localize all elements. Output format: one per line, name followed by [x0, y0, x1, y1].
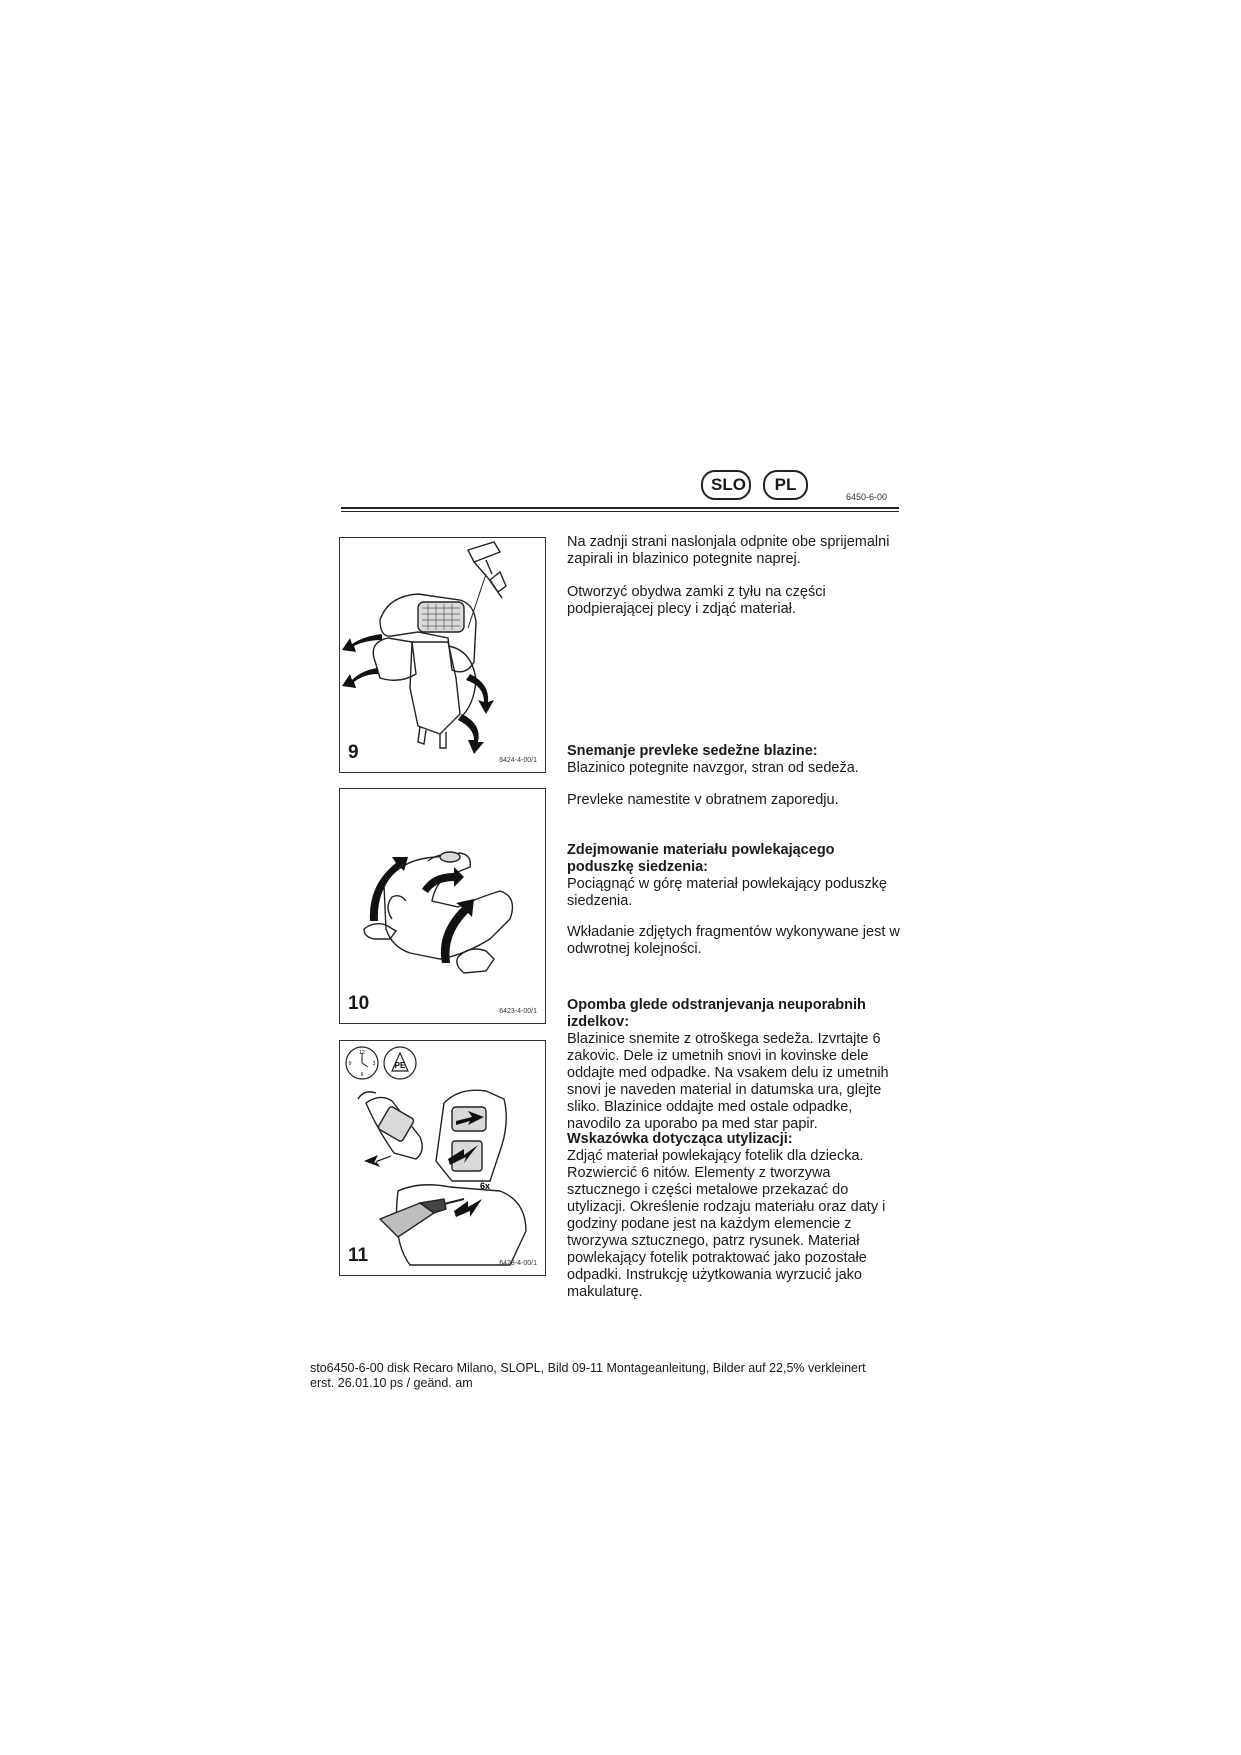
footer-line: sto6450-6-00 disk Recaro Milano, SLOPL, Bild 09-11 Montageanleitung, Bilder auf 22,5% verkleinert: [310, 1361, 866, 1375]
figure-code: 6428-4-00/1: [499, 1260, 537, 1267]
figure-11: [339, 1040, 546, 1276]
section-disposal-slo: [567, 997, 901, 1133]
clock-label-3: 3: [372, 1061, 376, 1067]
section-heading: Snemanje prevleke sedežne blazine:: [567, 743, 818, 759]
text-reassembly-pl: [567, 924, 901, 958]
material-code: PE: [394, 1061, 406, 1070]
paragraph: Pociągnąć w górę materiał powlekający poduszkę siedzenia.: [567, 876, 887, 909]
section-heading: Opomba glede odstranjevanja neuporabnih izdelkov:: [567, 997, 866, 1030]
paragraph: Zdjąć materiał powlekający fotelik dla dziecka. Rozwiercić 6 nitów. Elementy z tworzywa sztucznego i części metalowe przekazać do utylizacji. Określenie rodzaju materiału oraz daty i godziny podane jest na każdym elemencie z tworzywa sztucznego, patrz rysunek. Materiał powlekający fotelik potraktować jako pozostałe odpadki. Instrukcję użytkowania wyrzucić jako makulaturę.: [567, 1148, 886, 1300]
text-reassembly-slo: [567, 792, 901, 809]
multiplier-label: 6x: [480, 1181, 491, 1191]
footer-line: erst. 26.01.10 ps / geänd. am: [310, 1376, 473, 1390]
paragraph: Na zadnji strani naslonjala odpnite obe sprijemalni zapirali in blazinico potegnite naprej.: [567, 534, 890, 567]
section-seat-cover-pl: [567, 842, 901, 910]
paragraph: Otworzyć obydwa zamki z tyłu na części podpierającej plecy i zdjąć materiał.: [567, 584, 826, 617]
language-badge-pl: PL: [763, 470, 808, 500]
clock-label-9: 9: [348, 1061, 352, 1067]
text-backrest-slo: [567, 534, 901, 568]
figure-code: 6424-4-00/1: [499, 757, 537, 764]
section-heading: Zdejmowanie materiału powlekającego poduszkę siedzenia:: [567, 842, 835, 875]
figure-number: 10: [348, 993, 370, 1014]
header-rule: [341, 507, 899, 509]
section-disposal-pl: [567, 1131, 901, 1301]
figure-number: 11: [348, 1245, 369, 1266]
figure-number: 9: [348, 742, 359, 763]
language-badges: [701, 470, 808, 500]
paragraph: Wkładanie zdjętych fragmentów wykonywane jest w odwrotnej kolejności.: [567, 924, 900, 957]
clock-label-12: 12: [359, 1050, 365, 1056]
document-code: 6450-6-00: [846, 492, 888, 502]
backrest-illustration: [340, 538, 545, 772]
section-heading: Wskazówka dotycząca utylizacji:: [567, 1131, 793, 1147]
language-badge-slo: SLO: [701, 470, 751, 500]
disposal-illustration: [340, 1041, 545, 1275]
figure-code: 6423-4-00/1: [499, 1008, 537, 1015]
section-seat-cover-slo: [567, 743, 901, 777]
header-rule-thin: [341, 511, 899, 512]
figure-10: [339, 788, 546, 1024]
seat-cushion-illustration: [340, 789, 545, 1023]
clock-symbol-icon: [346, 1047, 378, 1079]
paragraph: Blazinico potegnite navzgor, stran od sedeža.: [567, 760, 859, 776]
text-backrest-pl: [567, 584, 901, 618]
recycle-symbol-icon: [384, 1047, 416, 1079]
figure-9: [339, 537, 546, 773]
clock-label-6: 6: [360, 1072, 364, 1078]
footer: [310, 1361, 1210, 1391]
paragraph: Prevleke namestite v obratnem zaporedju.: [567, 792, 839, 808]
paragraph: Blazinice snemite z otroškega sedeža. Izvrtajte 6 zakovic. Dele iz umetnih snovi in kovinske dele oddajte med odpadke. Na vsakem delu iz umetnih snovi je naveden material in datumska ura, glejte sliko. Blazinice oddajte med ostale odpadke, navodilo za uporabo pa med star papir.: [567, 1031, 889, 1132]
